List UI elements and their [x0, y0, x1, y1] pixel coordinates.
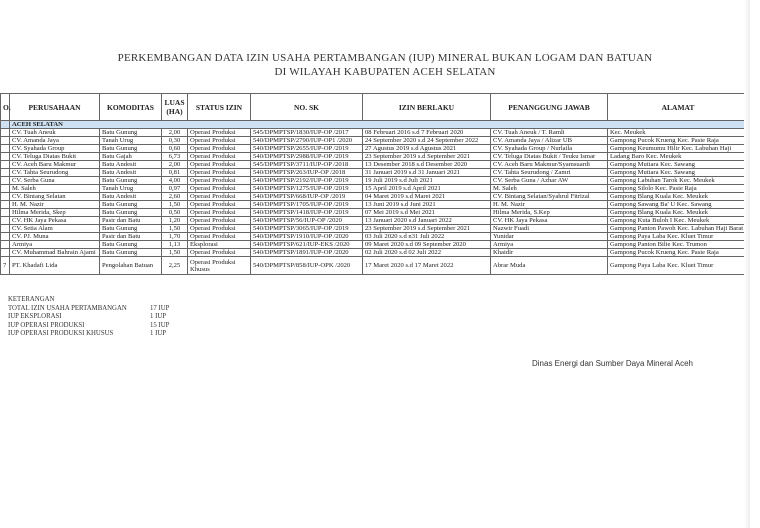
cell-status: Operasi Produksi: [188, 169, 251, 177]
cell-status: Operasi Produksi: [188, 177, 251, 185]
table-row: [1, 257, 749, 275]
table-row: [1, 145, 749, 153]
cell-perusahaan: CV. Setia Alam: [10, 225, 100, 233]
note-row: [8, 305, 169, 314]
table-row: [1, 241, 749, 249]
cell-alamat: Kec. Meukek: [608, 129, 749, 137]
cell-penanggung: Nazwir Fuadi: [491, 225, 608, 233]
cell-berlaku: 13 Januari 2020 s.d Januari 2022: [363, 217, 491, 225]
cell-alamat: Gampong Blang Kuala Kec. Meukek: [608, 209, 749, 217]
note-label: IUP EKSPLORASI: [8, 313, 62, 321]
cell-perusahaan: CV. Bintang Selatan: [10, 193, 100, 201]
cell-luas: 1,50: [162, 249, 188, 257]
cell-no: [1, 249, 10, 257]
cell-alamat: Gampong Mutiara Kec. Sawang: [608, 169, 749, 177]
cell-status: Operasi Produksi Khusus: [188, 257, 251, 275]
cell-sk: 540/DPMPTSP/621/IUP-EKS /2020: [251, 241, 363, 249]
cell-alamat: Gampong Silolo Kec. Pasie Raja: [608, 185, 749, 193]
cell-luas: 0,97: [162, 185, 188, 193]
cell-berlaku: 04 Maret 2019 s.d Maret 2021: [363, 193, 491, 201]
note-value: 1 IUP: [150, 330, 167, 338]
cell-sk: 540/DPMPTSP/3065/IUP-OP /2019: [251, 225, 363, 233]
signature-text: Dinas Energi dan Sumber Daya Mineral Aceh: [532, 359, 693, 368]
cell-sk: 540/DPMPTSP/858/IUP-OPK /2020: [251, 257, 363, 275]
cell-berlaku: 23 September 2019 s.d September 2021: [363, 225, 491, 233]
cell-berlaku: 17 Maret 2020 s.d 17 Maret 2022: [363, 257, 491, 275]
cell-penanggung: M. Saleh: [491, 185, 608, 193]
cell-sk: 540/DPMPTSP/1891/IUP-OP /2020: [251, 249, 363, 257]
cell-penanggung: Abrar Muda: [491, 257, 608, 275]
cell-status: Operasi Produksi: [188, 145, 251, 153]
section-row: [1, 121, 749, 129]
table-row: [1, 209, 749, 217]
cell-no: [1, 185, 10, 193]
cell-no: 7: [1, 257, 10, 275]
cell-luas: 2,00: [162, 161, 188, 169]
header-luas: LUAS (HA): [162, 94, 188, 121]
cell-no: [1, 153, 10, 161]
cell-sk: 540/DPMPTSP/1418/IUP-OP /2019: [251, 209, 363, 217]
cell-komoditas: Tanah Urug: [100, 137, 162, 145]
cell-komoditas: Pasir dan Batu: [100, 217, 162, 225]
cell-alamat: Gampong Paya Laba Kec. Kluet Timur: [608, 257, 749, 275]
cell-alamat: Gampong Panton Pawoh Kec. Labuhan Haji Barat: [608, 225, 749, 233]
header-status: STATUS IZIN: [188, 94, 251, 121]
cell-no: [1, 209, 10, 217]
table-row: [1, 201, 749, 209]
table-row: [1, 185, 749, 193]
cell-sk: 540/DPMPTSP/1275/IUP-OP /2019: [251, 185, 363, 193]
cell-sk: 540/DPMPTSP/2790/IUP-OP1 /2020: [251, 137, 363, 145]
table-row: [1, 161, 749, 169]
cell-sk: 540/DPMPTSP/2988/IUP-OP /2019: [251, 153, 363, 161]
cell-luas: 0,60: [162, 145, 188, 153]
cell-status: Operasi Produksi: [188, 137, 251, 145]
cell-komoditas: Pasir dan Batu: [100, 233, 162, 241]
cell-alamat: Gampong Kuta Buloh I Kec. Meukek: [608, 217, 749, 225]
note-row: [8, 330, 169, 339]
cell-komoditas: Batu Gunung: [100, 129, 162, 137]
cell-alamat: Gampong Blang Kuala Kec. Meukek: [608, 193, 749, 201]
cell-luas: 1,70: [162, 233, 188, 241]
cell-berlaku: 13 Juni 2019 s.d Juni 2021: [363, 201, 491, 209]
cell-berlaku: 15 April 2019 s.d April 2021: [363, 185, 491, 193]
cell-sk: 540/DPMPTSP/2655/IUP-OP /2019: [251, 145, 363, 153]
cell-alamat: Gampong Paya Laba Kec. Kluet Timur: [608, 233, 749, 241]
header-alamat: ALAMAT: [608, 94, 749, 121]
cell-komoditas: Batu Andesit: [100, 193, 162, 201]
cell-berlaku: 27 Agustus 2019 s.d Agustus 2021: [363, 145, 491, 153]
cell-status: Operasi Produksi: [188, 225, 251, 233]
cell-komoditas: Batu Andesit: [100, 169, 162, 177]
cell-luas: 6,73: [162, 153, 188, 161]
header-berlaku: IZIN BERLAKU: [363, 94, 491, 121]
cell-sk: 540/DPMPTSP/2192/IUP-OP /2019: [251, 177, 363, 185]
cell-sk: 540/DPMPTSP/1910/IUP-OP /2020: [251, 233, 363, 241]
table-row: [1, 137, 749, 145]
table-row: [1, 193, 749, 201]
cell-berlaku: 02 Juli 2020 s.d 02 Juli 2022: [363, 249, 491, 257]
note-value: 1 IUP: [150, 313, 167, 321]
cell-penanggung: Armiya: [491, 241, 608, 249]
cell-penanggung: H. M. Nazir: [491, 201, 608, 209]
cell-perusahaan: Armiya: [10, 241, 100, 249]
cell-alamat: Gampong Mutiara Kec. Sawang: [608, 161, 749, 169]
cell-penanggung: CV. Syahada Group / Nurlaila: [491, 145, 608, 153]
notes-block: [8, 296, 169, 339]
cell-no: [1, 193, 10, 201]
cell-no: [1, 241, 10, 249]
cell-komoditas: Tanah Urug: [100, 185, 162, 193]
cell-status: Eksplorasi: [188, 241, 251, 249]
cell-perusahaan: CV. Amanda Jaya: [10, 137, 100, 145]
cell-perusahaan: CV. Tuah Aneuk: [10, 129, 100, 137]
cell-alamat: Gampong Pucok Krueng Kec. Pasie Raja: [608, 249, 749, 257]
cell-perusahaan: CV. PJ. Muna: [10, 233, 100, 241]
cell-berlaku: 23 September 2019 s.d September 2021: [363, 153, 491, 161]
cell-no: [1, 225, 10, 233]
cell-penanggung: CV. Serba Guna / Azhar AW: [491, 177, 608, 185]
note-label: IUP OPERASI PRODUKSI: [8, 321, 85, 329]
header-perusahaan: PERUSAHAAN: [10, 94, 100, 121]
cell-alamat: Gampong Panton Bilie Kec. Trumon: [608, 241, 749, 249]
table-row: [1, 177, 749, 185]
cell-alamat: Gampong Labuhan Tarok Kec. Meukek: [608, 177, 749, 185]
header-sk: NO. SK: [251, 94, 363, 121]
cell-alamat: Gampong Keumumu Hilir Kec. Labuhan Haji: [608, 145, 749, 153]
cell-alamat: Gampong Sawang Ba' U Kec. Sawang: [608, 201, 749, 209]
cell-perusahaan: CV. Serba Guna: [10, 177, 100, 185]
cell-penanggung: CV. Aceh Baru Makmur/Syamsuardi: [491, 161, 608, 169]
table-row: [1, 217, 749, 225]
cell-no: [1, 137, 10, 145]
cell-sk: 540/DPMPTSP/56/IUP-OP /2020: [251, 217, 363, 225]
cell-status: Operasi Produksi: [188, 233, 251, 241]
cell-luas: 1,50: [162, 225, 188, 233]
cell-berlaku: 24 September 2020 s.d 24 September 2022: [363, 137, 491, 145]
cell-komoditas: Batu Gajah: [100, 153, 162, 161]
cell-status: Operasi Produksi: [188, 129, 251, 137]
cell-status: Operasi Produksi: [188, 249, 251, 257]
cell-berlaku: 31 Januari 2019 s.d 31 Januari 2021: [363, 169, 491, 177]
cell-status: Operasi Produksi: [188, 201, 251, 209]
document-title: PERKEMBANGAN DATA IZIN USAHA PERTAMBANGAN (IUP) MINERAL BUKAN LOGAM DAN BATUAN: [117, 52, 653, 64]
cell-komoditas: Batu Andesit: [100, 161, 162, 169]
cell-luas: 0,50: [162, 209, 188, 217]
iup-table: [0, 93, 749, 275]
cell-penanggung: Yunidar: [491, 233, 608, 241]
note-label: IUP OPERASI PRODUKSI KHUSUS: [8, 330, 114, 338]
cell-sk: 540/DPMPTSP/668/IUP-OP /2019: [251, 193, 363, 201]
cell-perusahaan: H. M. Nazir: [10, 201, 100, 209]
cell-no: [1, 169, 10, 177]
cell-luas: 2,25: [162, 257, 188, 275]
table-header-row: [1, 94, 749, 121]
table-row: [1, 225, 749, 233]
cell-berlaku: 13 Desember 2018 s.d Desember 2020: [363, 161, 491, 169]
note-value: 17 IUP: [150, 304, 170, 312]
cell-luas: 4,00: [162, 177, 188, 185]
cell-luas: 0,30: [162, 137, 188, 145]
cell-penanggung: CV. HK Jaya Pekasa: [491, 217, 608, 225]
cell-luas: 2,60: [162, 193, 188, 201]
note-label: TOTAL IZIN USAHA PERTAMBANGAN: [8, 304, 127, 312]
document-subtitle: DI WILAYAH KABUPATEN ACEH SELATAN: [274, 66, 496, 78]
table-row: [1, 233, 749, 241]
note-row: [8, 322, 169, 331]
cell-perusahaan: CV. Syahada Group: [10, 145, 100, 153]
cell-luas: 1,20: [162, 217, 188, 225]
cell-berlaku: 03 Juli 2020 s.d n31 Juli 2022: [363, 233, 491, 241]
cell-sk: 545/DPMPTSP/1830/IUP-OP /2017: [251, 129, 363, 137]
cell-sk: 540/DPMPTSP/1705/IUP-OP /2019: [251, 201, 363, 209]
cell-perusahaan: Hilma Merida, Skep: [10, 209, 100, 217]
table-row: [1, 249, 749, 257]
cell-komoditas: Batu Gunung: [100, 145, 162, 153]
cell-penanggung: Hilma Merida, S.Kep: [491, 209, 608, 217]
cell-sk: 545/DPMPTSP/3711/IUP-OP /2018: [251, 161, 363, 169]
cell-no: [1, 233, 10, 241]
cell-berlaku: 19 Juli 2019 s.d Juli 2021: [363, 177, 491, 185]
section-label: ACEH SELATAN: [10, 121, 749, 129]
cell-penanggung: CV. Tahta Seurudong / Zamri: [491, 169, 608, 177]
cell-status: Operasi Produksi: [188, 217, 251, 225]
cell-penanggung: Khaidir: [491, 249, 608, 257]
cell-luas: 2,00: [162, 129, 188, 137]
scan-edge: [744, 0, 750, 528]
cell-berlaku: 09 Maret 2020 s.d 09 September 2020: [363, 241, 491, 249]
header-penanggung: PENANGGUNG JAWAB: [491, 94, 608, 121]
cell-alamat: Gampong Pucok Krueng Kec. Pasie Raja: [608, 137, 749, 145]
cell-no: [1, 161, 10, 169]
cell-sk: 540/DPMPTSP/263/IUP-OP /2018: [251, 169, 363, 177]
table-row: [1, 153, 749, 161]
cell-status: Operasi Produksi: [188, 153, 251, 161]
table-row: [1, 129, 749, 137]
cell-berlaku: 08 Februari 2016 s.d 7 Februari 2020: [363, 129, 491, 137]
cell-komoditas: Batu Gunung: [100, 209, 162, 217]
cell-komoditas: Pengolahan Batuan: [100, 257, 162, 275]
cell-perusahaan: CV. Teluga Diatas Bukit: [10, 153, 100, 161]
cell-berlaku: 07 Mei 2019 s.d Mei 2021: [363, 209, 491, 217]
cell-perusahaan: CV. Aceh Baru Makmur: [10, 161, 100, 169]
cell-alamat: Ladang Baro Kec. Meukek: [608, 153, 749, 161]
cell-perusahaan: CV. Tahta Seurudong: [10, 169, 100, 177]
header-no: O.: [1, 94, 10, 121]
cell-penanggung: CV. Tuah Aneuk / T. Ramli: [491, 129, 608, 137]
cell-luas: 1,50: [162, 201, 188, 209]
cell-komoditas: Batu Gunung: [100, 201, 162, 209]
cell-no: [1, 177, 10, 185]
cell-komoditas: Batu Gunung: [100, 177, 162, 185]
note-value: 15 IUP: [150, 321, 170, 329]
cell-status: Operasi Produksi: [188, 209, 251, 217]
cell-perusahaan: CV. HK Jaya Pekasa: [10, 217, 100, 225]
cell-no: [1, 145, 10, 153]
cell-perusahaan: M. Saleh: [10, 185, 100, 193]
cell-perusahaan: PT. Khadafi Lida: [10, 257, 100, 275]
cell-penanggung: CV. Teluga Diatas Bukit / Teuku Ismar: [491, 153, 608, 161]
table-row: [1, 169, 749, 177]
cell-no: [1, 129, 10, 137]
cell-komoditas: Batu Gunung: [100, 241, 162, 249]
cell-perusahaan: CV. Muhammad Bahrain Ajami: [10, 249, 100, 257]
header-komoditas: KOMODITAS: [100, 94, 162, 121]
cell-komoditas: Batu Gunung: [100, 249, 162, 257]
cell-penanggung: CV. Bintang Selatan/Syahrul Fitrizal: [491, 193, 608, 201]
notes-heading: KETERANGAN: [8, 296, 55, 303]
cell-status: Operasi Produksi: [188, 193, 251, 201]
cell-no: [1, 217, 10, 225]
cell-no: [1, 201, 10, 209]
cell-komoditas: Batu Gunung: [100, 225, 162, 233]
cell-status: Operasi Produksi: [188, 161, 251, 169]
cell-penanggung: CV. Amanda Jaya / Alizar UB: [491, 137, 608, 145]
cell-status: Operasi Produksi: [188, 185, 251, 193]
note-row: [8, 313, 169, 322]
cell-luas: 1,13: [162, 241, 188, 249]
cell-luas: 0,81: [162, 169, 188, 177]
